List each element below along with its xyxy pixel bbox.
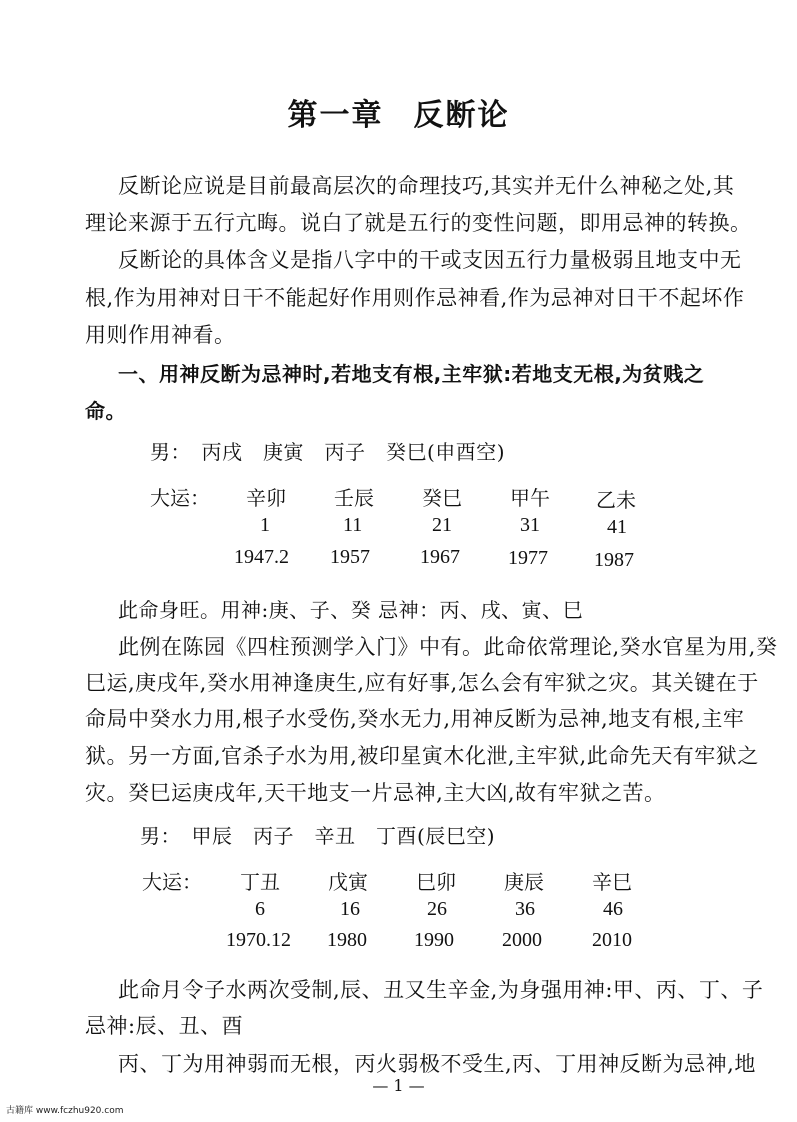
analysis-line: 命局中癸水力用,根子水受伤,癸水无力,用神反断为忌神,地支有根,主牢 <box>85 707 745 731</box>
dayun-pillar: 辛巳 <box>592 870 632 894</box>
analysis-line: 巳运,庚戌年,癸水用神逢庚生,应有好事,怎么会有牢狱之灾。其关键在于 <box>85 671 759 695</box>
dayun-year: 1990 <box>414 929 454 951</box>
section-heading: 命。 <box>85 399 126 423</box>
paragraph-line: 根,作为用神对日干不能起好作用则作忌神看,作为忌神对日干不起坏作 <box>85 286 745 310</box>
dayun-year: 1977 <box>508 547 548 569</box>
analysis-line: 狱。另一方面,官杀子水为用,被印星寅木化泄,主牢狱,此命先天有牢狱之 <box>85 744 759 768</box>
bazi-chart: 男： 丙戌 庚寅 丙子 癸巳(申酉空) <box>150 440 506 464</box>
dayun-year: 2010 <box>592 929 632 951</box>
dayun-age: 26 <box>427 898 447 920</box>
watermark-footer: 古籍库 www.fczhu920.com <box>6 1106 124 1116</box>
dayun-pillar: 丁丑 <box>240 870 280 894</box>
dayun-age: 36 <box>515 898 535 920</box>
dayun-year: 1987 <box>594 549 634 571</box>
bazi-chart: 男： 甲辰 丙子 辛丑 丁酉(辰巳空) <box>140 824 496 848</box>
analysis-line: 灾。癸巳运庚戌年,天干地支一片忌神,主大凶,故有牢狱之苦。 <box>85 781 666 805</box>
dayun-label: 大运： <box>150 486 210 510</box>
analysis-line: 此例在陈园《四柱预测学入门》中有。此命依常理论,癸水官星为用,癸 <box>118 635 778 659</box>
dayun-year: 1947.2 <box>234 546 289 568</box>
paragraph-line: 用则作用神看。 <box>85 323 236 347</box>
dayun-age: 21 <box>432 514 452 536</box>
analysis-line: 丙、丁为用神弱而无根，丙火弱极不受生,丙、丁用神反断为忌神,地 <box>118 1052 756 1076</box>
dayun-pillar: 戊寅 <box>328 870 368 894</box>
dayun-age: 41 <box>607 516 627 538</box>
dayun-pillar: 辛卯 <box>246 486 286 510</box>
chapter-number: 第一章 <box>287 98 384 133</box>
dayun-age: 6 <box>255 898 265 920</box>
dayun-age: 11 <box>343 514 363 536</box>
dayun-year: 1970.12 <box>226 929 291 951</box>
dayun-year: 1980 <box>327 929 367 951</box>
case-summary: 此命月令子水两次受制,辰、丑又生辛金,为身强用神:甲、丙、丁、子 <box>118 978 764 1002</box>
dayun-year: 1967 <box>420 546 460 568</box>
dayun-age: 1 <box>260 514 270 536</box>
dayun-age: 46 <box>603 898 623 920</box>
case-summary: 此命身旺。用神:庚、子、癸 忌神：丙、戌、寅、巳 <box>118 598 584 622</box>
dayun-pillar: 庚辰 <box>504 870 544 894</box>
dayun-pillar: 癸巳 <box>422 486 462 510</box>
dayun-year: 2000 <box>502 929 542 951</box>
page-number: — 1 — <box>372 1076 425 1095</box>
case-summary: 忌神:辰、丑、酉 <box>85 1014 244 1038</box>
dayun-age: 31 <box>520 514 540 536</box>
paragraph-line: 反断论应说是目前最高层次的命理技巧,其实并无什么神秘之处,其 <box>118 174 735 198</box>
paragraph-line: 反断论的具体含义是指八字中的干或支因五行力量极弱且地支中无 <box>118 248 742 272</box>
dayun-pillar: 甲午 <box>510 486 550 510</box>
dayun-year: 1957 <box>330 546 370 568</box>
chapter-name: 反断论 <box>413 98 510 133</box>
dayun-pillar: 壬辰 <box>334 486 374 510</box>
dayun-pillar: 巳卯 <box>416 870 456 894</box>
dayun-pillar: 乙未 <box>596 488 636 512</box>
dayun-age: 16 <box>340 898 360 920</box>
paragraph-line: 理论来源于五行亢晦。说白了就是五行的变性问题，即用忌神的转换。 <box>85 211 752 235</box>
section-heading: 一、用神反断为忌神时,若地支有根,主牢狱:若地支无根,为贫贱之 <box>118 362 705 386</box>
chapter-title <box>0 90 797 134</box>
dayun-label: 大运： <box>142 870 202 894</box>
